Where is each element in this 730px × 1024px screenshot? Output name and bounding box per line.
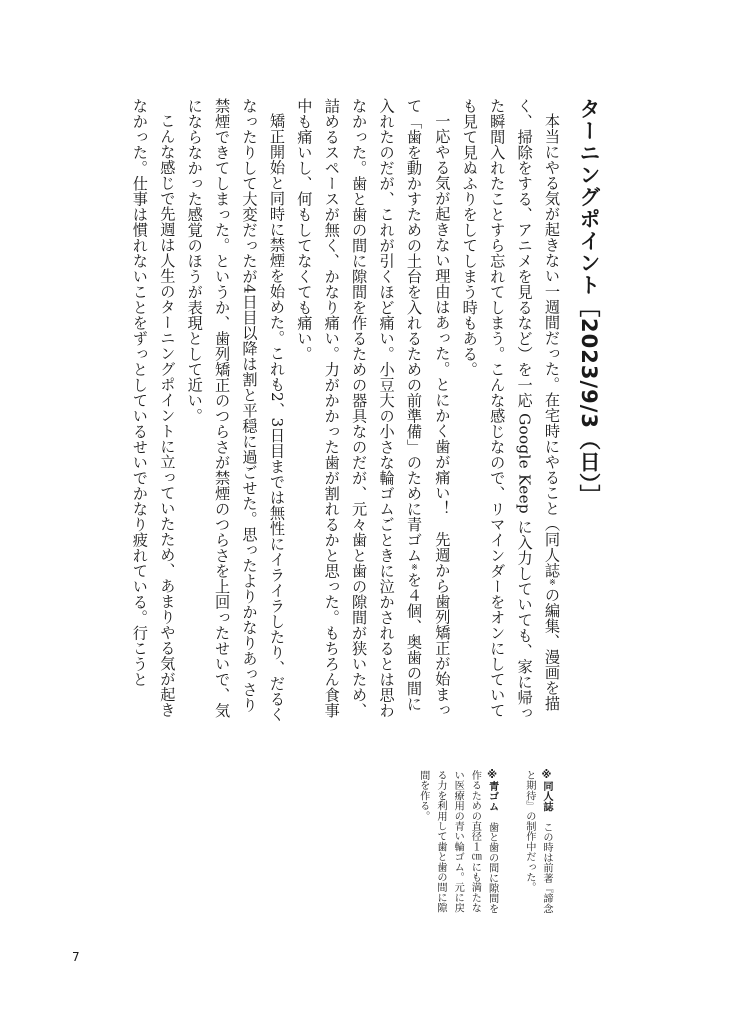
side-notes [395,770,555,920]
paragraph-2: 一応やる気が起きない理由はあった。とにかく歯が痛い！ 先週から歯列矯正が始まって「歯を動かすための土台を入れるための前準備」のために青ゴム※を４個、奥歯の間に入れたのだが、これが引くほど痛い。小豆大の小さな輪ゴムごときに泣かされるとは思わなかった。歯と歯の間に隙間を作るための器具なのだが、元々歯と歯の隙間が狭いため、詰めるスペースが無く、かなり痛い。力がかかった歯が割れるかと思った。もちろん食事中も痛いし、何もしてなくても痛い。 [295,98,452,718]
annotation-mark: ※ [548,578,557,588]
note-text: 歯と歯の間に隙間を作るための直径１㎝にも満たない医療用の青い輪ゴム。元に戻る力を利用して歯と歯の間に隙間を作る。 [417,770,498,914]
note-text: この時は前著『諦念と期待』の制作中だった。 [523,770,552,914]
paragraph-4: こんな感じで先週は人生のターニングポイントに立っていたため、あまりやる気が起きなかった。仕事は慣れないことをずっとしているせいでかなり疲れている。行こうと [130,98,177,718]
note-doujinshi [521,770,555,920]
page-title: ターニングポイント［2023/9/3（日）］ [577,98,601,507]
page-number: 7 [72,950,80,964]
body-text [126,98,567,726]
annotation-mark: ※ [409,563,419,573]
note-heading: ※同人誌 [541,770,552,812]
paragraph-1: 本当にやる気が起きない一週間だった。在宅時にやること（同人誌※の編集、漫画を描く、掃除をする、アニメを見るなど）を一応 Google Keep に入力していても、家に帰った瞬間入れたことすら忘れてしまう。こんな感じなので、リマインダーをオンにしていても見て見ぬふりをしてしまう時もある。 [460,98,561,721]
note-blue-rubber [415,770,501,920]
paragraph-3: 矯正開始と同時に禁煙を始めた。これも2、3日目までは無性にイライラしたり、だるくなったりして大変だったが4日目以降は割と平穏に過ごせた。思ったよりかなりあっさり禁煙できてしまった。というか、歯列矯正のつらさが禁煙のつらさを上回ったせいで、気にならなかった感覚のほうが表現として近い。 [185,98,286,723]
note-heading: ※青ゴム [486,770,498,812]
